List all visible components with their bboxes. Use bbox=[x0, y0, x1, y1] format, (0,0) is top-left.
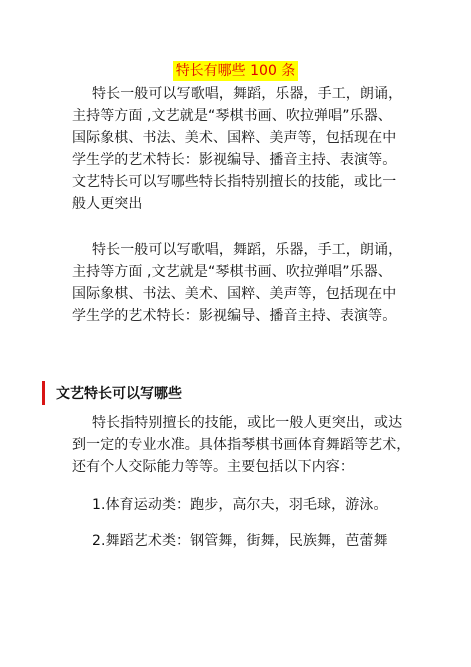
list-item-text: 2.舞蹈艺术类：钢管舞，街舞，民族舞，芭蕾舞 bbox=[92, 533, 388, 549]
document-title: 特长有哪些 100 条 bbox=[173, 61, 299, 81]
paragraph-1-line: 般人更突出 bbox=[72, 196, 143, 212]
paragraph-1-line: 国际象棋、书法、美术、国粹、美声等，包括现在中 bbox=[72, 130, 397, 146]
list-item-text: 1.体育运动类：跑步，高尔夫，羽毛球，游泳。 bbox=[92, 497, 388, 513]
paragraph-2-line: 特长一般可以写歌唱，舞蹈，乐器，手工，朗诵， bbox=[92, 242, 403, 258]
paragraph-3-line: 到一定的专业水准。具体指琴棋书画体育舞蹈等艺术， bbox=[72, 437, 411, 453]
section-heading-text: 文艺特长可以写哪些 bbox=[56, 386, 182, 402]
list-item-1 bbox=[72, 494, 412, 516]
paragraph-2-line: 主持等方面 ,文艺就是“琴棋书画、吹拉弹唱”乐器、 bbox=[72, 264, 392, 280]
section-heading bbox=[42, 381, 182, 405]
paragraph-2-line: 学生学的艺术特长：影视编导、播音主持、表演等。 bbox=[72, 308, 397, 324]
list-item-2 bbox=[72, 530, 412, 552]
paragraph-1 bbox=[72, 83, 412, 215]
paragraph-3 bbox=[72, 412, 412, 478]
paragraph-1-line: 学生学的艺术特长：影视编导、播音主持、表演等。 bbox=[72, 152, 397, 168]
paragraph-3-line: 特长指特别擅长的技能，或比一般人更突出，或达 bbox=[92, 415, 403, 431]
paragraph-3-line: 还有个人交际能力等等。主要包括以下内容： bbox=[72, 459, 354, 475]
paragraph-1-line: 主持等方面 ,文艺就是“琴棋书画、吹拉弹唱”乐器、 bbox=[72, 108, 392, 124]
paragraph-1-line: 特长一般可以写歌唱，舞蹈，乐器，手工，朗诵， bbox=[92, 86, 403, 102]
paragraph-2-line: 国际象棋、书法、美术、国粹、美声等，包括现在中 bbox=[72, 286, 397, 302]
heading-accent-bar bbox=[42, 381, 45, 405]
title-wrap bbox=[0, 60, 471, 81]
paragraph-2 bbox=[72, 239, 412, 327]
paragraph-1-line: 文艺特长可以写哪些特长指特别擅长的技能，或比一 bbox=[72, 174, 397, 190]
